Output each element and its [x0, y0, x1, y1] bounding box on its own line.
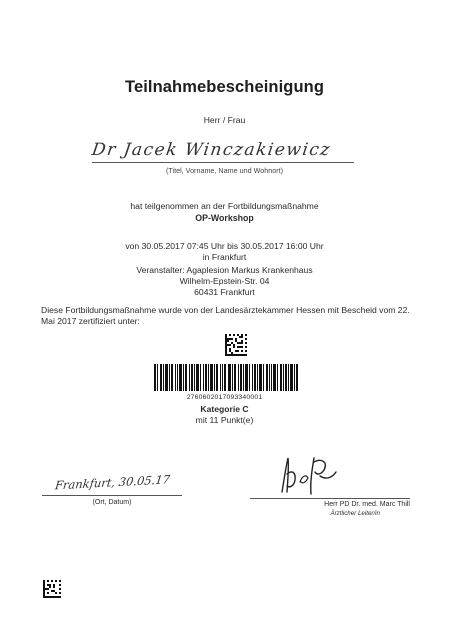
place-date-line — [42, 495, 182, 496]
name-underline — [92, 162, 354, 163]
credit-points: mit 11 Punkt(e) — [195, 415, 254, 425]
barcode-number: 2760602017093340001 — [186, 394, 263, 401]
event-name: OP-Workshop — [195, 213, 254, 223]
signature-icon — [270, 452, 350, 500]
place-date-caption: (Ort, Datum) — [92, 499, 132, 506]
datamatrix-code-icon — [225, 334, 247, 356]
participation-statement: hat teilgenommen an der Fortbildungsmaßnahme — [130, 201, 319, 211]
signatory-role: Ärztlicher Leiter/in — [330, 510, 380, 517]
salutation: Herr / Frau — [203, 115, 246, 125]
event-dates: von 30.05.2017 07:45 Uhr bis 30.05.2017 16:00 Uhr — [125, 241, 324, 251]
barcode-icon — [154, 364, 298, 391]
small-datamatrix-code-icon — [43, 580, 61, 598]
certificate-title: Teilnahmebescheinigung — [124, 78, 324, 96]
handwritten-participant-name: Dr Jacek Winczakiewicz — [90, 140, 333, 160]
event-location: in Frankfurt — [202, 252, 247, 262]
organizer-name: Veranstalter: Agaplesion Markus Krankenhaus — [136, 265, 313, 275]
certification-text: Diese Fortbildungsmaßnahme wurde von der Landesärztekammer Hessen mit Bescheid vom 22. Mai 2017 zertifiziert unter: — [41, 305, 410, 326]
organizer-city: 60431 Frankfurt — [194, 287, 255, 297]
signatory-name: Herr PD Dr. med. Marc Thill — [324, 501, 410, 508]
organizer-street: Wilhelm-Epstein-Str. 04 — [179, 276, 270, 286]
name-caption: (Titel, Vorname, Name und Wohnort) — [165, 166, 284, 175]
handwritten-place-date: Frankfurt, 30.05.17 — [54, 472, 171, 493]
signature-line — [250, 498, 410, 499]
category: Kategorie C — [200, 404, 249, 414]
